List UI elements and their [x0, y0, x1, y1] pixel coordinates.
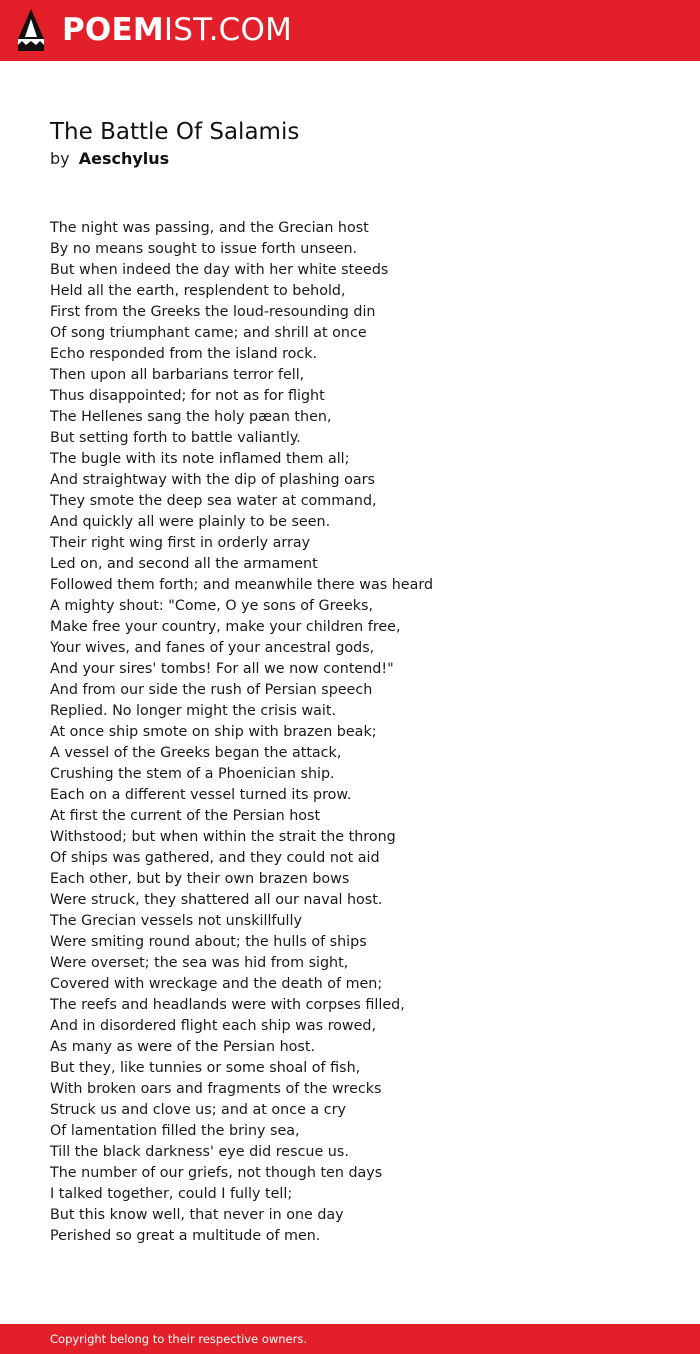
poem-line: But they, like tunnies or some shoal of fish, [50, 1060, 361, 1076]
poem-line: Held all the earth, resplendent to behold, [50, 283, 346, 299]
poem-line: At once ship smote on ship with brazen beak; [50, 724, 377, 740]
poem-line: The night was passing, and the Grecian host [50, 220, 369, 236]
byline [50, 149, 169, 169]
poem-line: The reefs and headlands were with corpses filled, [50, 997, 405, 1013]
poem-line: A mighty shout: "Come, O ye sons of Greeks, [50, 598, 374, 614]
site-header [0, 0, 700, 61]
poem-line: Of song triumphant came; and shrill at once [50, 325, 367, 341]
poem-line: The Hellenes sang the holy pæan then, [50, 409, 332, 425]
poem-line: Of ships was gathered, and they could not aid [50, 850, 380, 866]
poem-line: And from our side the rush of Persian speech [50, 682, 373, 698]
poem-line: Then upon all barbarians terror fell, [50, 367, 305, 383]
poem-line: Withstood; but when within the strait the throng [50, 829, 396, 845]
poem-line: Make free your country, make your children free, [50, 619, 401, 635]
poem-line: By no means sought to issue forth unseen. [50, 241, 358, 257]
poem-line: Were overset; the sea was hid from sight, [50, 955, 349, 971]
poem-line: But this know well, that never in one day [50, 1207, 344, 1223]
poem-line: But setting forth to battle valiantly. [50, 430, 301, 446]
poem-line: And quickly all were plainly to be seen. [50, 514, 331, 530]
poem-line: The number of our griefs, not though ten days [50, 1165, 383, 1181]
poem-line: Covered with wreckage and the death of men; [50, 976, 383, 992]
poem-line: Were smiting round about; the hulls of ships [50, 934, 367, 950]
poem-line: Replied. No longer might the crisis wait. [50, 703, 337, 719]
pencil-icon[interactable] [18, 9, 44, 51]
poem-line: At first the current of the Persian host [50, 808, 321, 824]
poem-line: As many as were of the Persian host. [50, 1039, 315, 1055]
poem-line: I talked together, could I fully tell; [50, 1186, 293, 1202]
logo-bold-text: POEM [62, 12, 164, 48]
poem-line: And straightway with the dip of plashing oars [50, 472, 376, 488]
poem-line: But when indeed the day with her white steeds [50, 262, 389, 278]
site-logo[interactable] [62, 10, 292, 50]
poem-line: Thus disappointed; for not as for flight [50, 388, 325, 404]
site-footer [0, 1324, 700, 1354]
poem-title: The Battle Of Salamis [50, 119, 300, 145]
poem-line: They smote the deep sea water at command, [50, 493, 377, 509]
copyright-text: Copyright belong to their respective owners. [50, 1332, 308, 1346]
poem-line: Perished so great a multitude of men. [50, 1228, 321, 1244]
poem-line: The Grecian vessels not unskillfully [50, 913, 302, 929]
poem-line: The bugle with its note inflamed them all; [50, 451, 350, 467]
poem-line: Their right wing first in orderly array [50, 535, 311, 551]
poem-line: First from the Greeks the loud-resounding din [50, 304, 376, 320]
poem-line: Struck us and clove us; and at once a cry [50, 1102, 346, 1118]
poem-line: Crushing the stem of a Phoenician ship. [50, 766, 335, 782]
poem-line: And your sires' tombs! For all we now contend!" [50, 661, 394, 677]
poem-line: Were struck, they shattered all our naval host. [50, 892, 383, 908]
logo-light-text: IST.COM [163, 12, 293, 48]
poem-body [50, 218, 670, 1247]
poem-line: Followed them forth; and meanwhile there was heard [50, 577, 434, 593]
author-name: Aeschylus [78, 149, 170, 168]
by-label: by [50, 149, 70, 168]
poem-line: Each on a different vessel turned its prow. [50, 787, 352, 803]
poem-line: A vessel of the Greeks began the attack, [50, 745, 342, 761]
poem-line: Your wives, and fanes of your ancestral gods, [50, 640, 375, 656]
poem-line: Each other, but by their own brazen bows [50, 871, 350, 887]
poem-line: Till the black darkness' eye did rescue us. [50, 1144, 349, 1160]
poem-line: Echo responded from the island rock. [50, 346, 318, 362]
poem-line: With broken oars and fragments of the wrecks [50, 1081, 382, 1097]
poem-line: And in disordered flight each ship was rowed, [50, 1018, 377, 1034]
poem-line: Led on, and second all the armament [50, 556, 318, 572]
poem-line: Of lamentation filled the briny sea, [50, 1123, 300, 1139]
